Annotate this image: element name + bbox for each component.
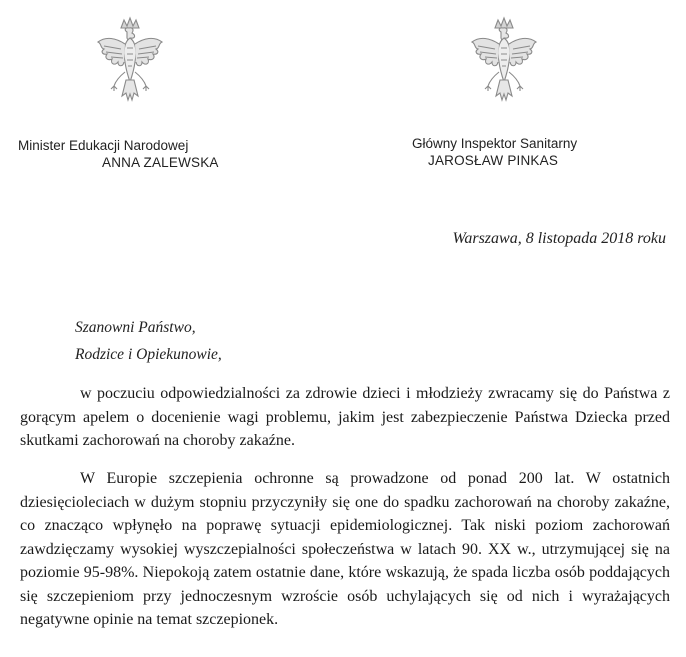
body-paragraph-1: w poczuciu odpowiedzialności za zdrowie dzieci i młodzieży zwracamy się do Państwa z gorącym apelem o docenienie wagi problemu, jakim jest zabezpieczenie Państwa Dziecka przed skutkami zachorowań na choroby zakaźne. [20, 385, 670, 449]
sender-block-right [412, 135, 577, 169]
sender-block-left [18, 137, 219, 171]
date-line: Warszawa, 8 listopada 2018 roku [452, 230, 666, 247]
salutation [75, 314, 222, 368]
sender-left-title: Minister Edukacji Narodowej [18, 138, 189, 153]
eagle-icon [94, 16, 166, 112]
polish-eagle-emblem-left [94, 16, 166, 112]
body-paragraph-2: W Europie szczepienia ochronne są prowadzone od ponad 200 lat. W ostatnich dziesięcioleciach w dużym stopniu przyczyniły się one do spadku zachorowań na choroby zakaźne, co znacząco wpłynęło na poprawę sytuacji epidemiologicznej. Tak niski poziom zachorowań zawdzięczamy wysokiej wyszczepialności społeczeństwa w latach 90. XX w., utrzymującej się na poziomie 95-98%. Niepokoją zatem ostatnie dane, które wskazują, że spada liczba osób poddających się szczepieniom przy jednoczesnym wzroście osób uchylających się od nich i wyrażających negatywne opinie na temat szczepionek. [20, 470, 670, 628]
salutation-line-1: Szanowni Państwo, [75, 319, 196, 336]
sender-left-name: ANNA ZALEWSKA [102, 155, 219, 170]
sender-right-title: Główny Inspektor Sanitarny [412, 136, 578, 151]
salutation-line-2: Rodzice i Opiekunowie, [75, 346, 222, 363]
eagle-icon [468, 16, 540, 112]
sender-right-name: JAROSŁAW PINKAS [428, 153, 559, 168]
polish-eagle-emblem-right [468, 16, 540, 112]
